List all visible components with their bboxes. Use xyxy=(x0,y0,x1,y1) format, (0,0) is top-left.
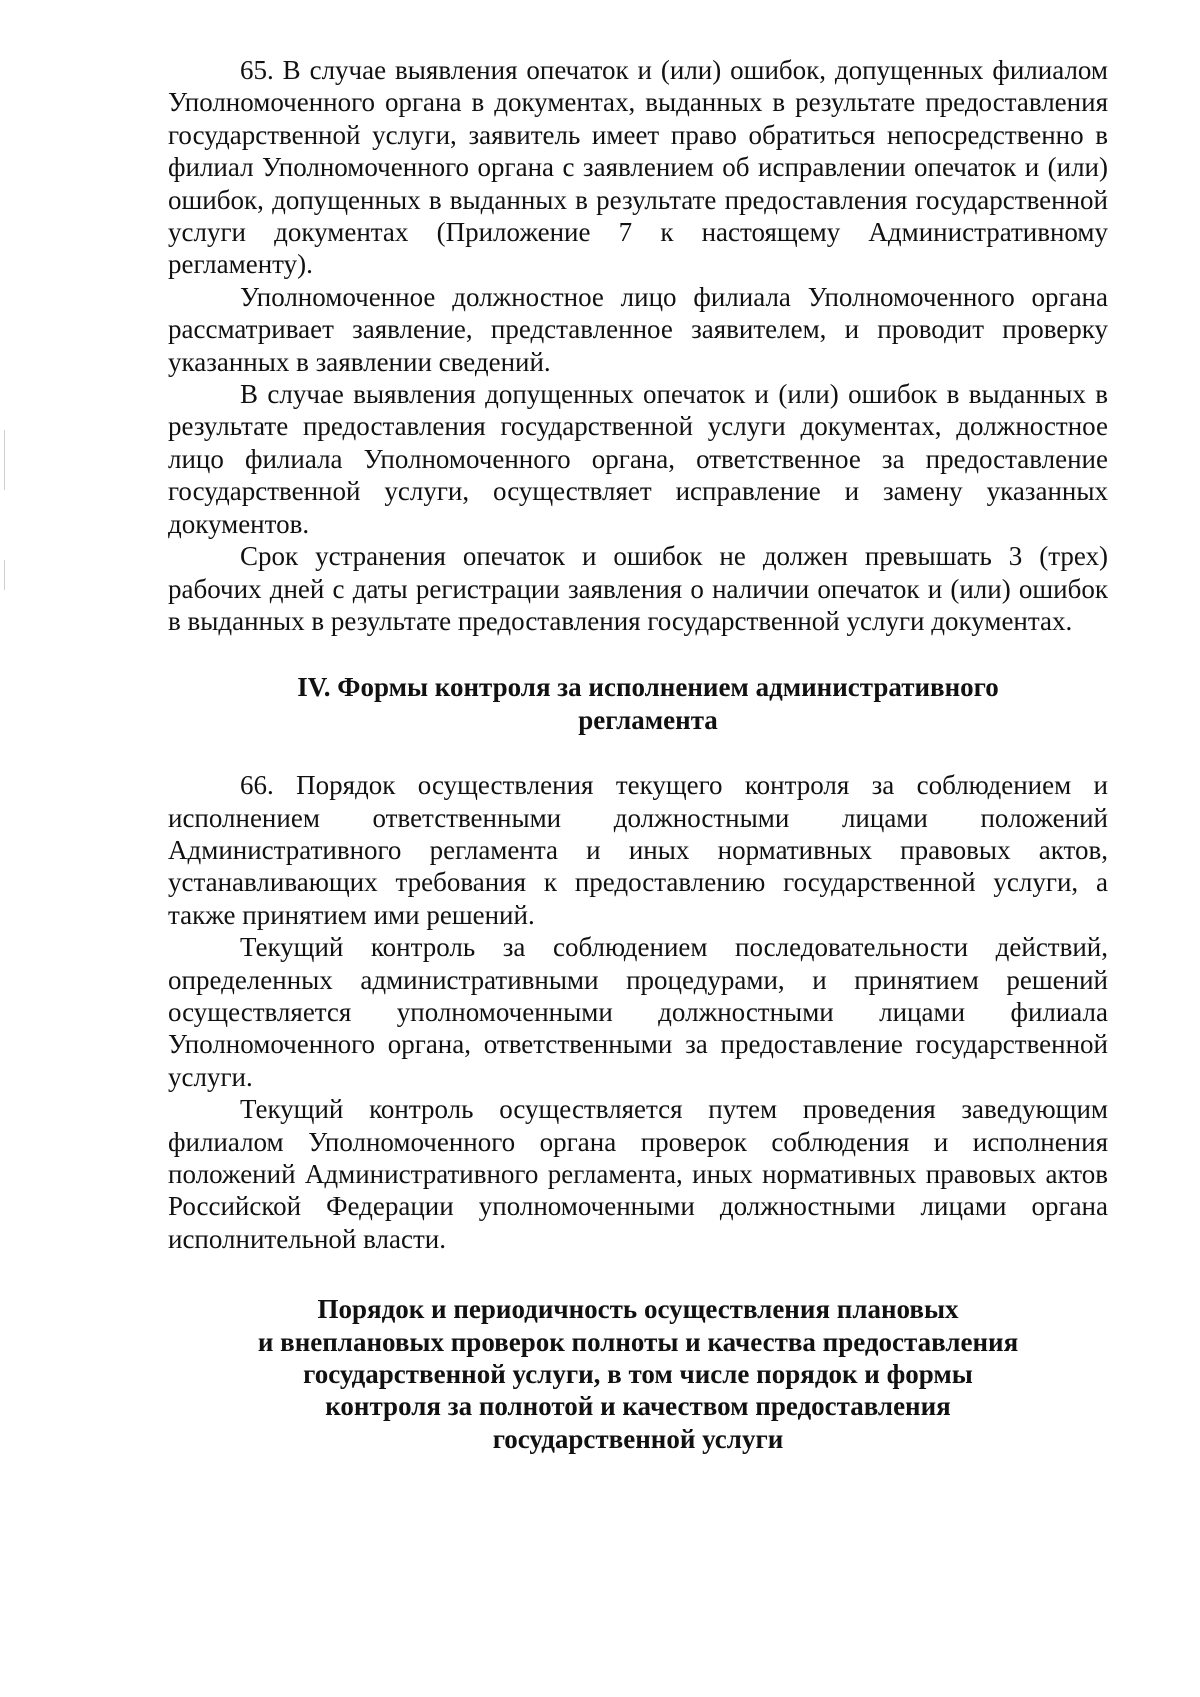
section-4-heading-line: IV. Формы контроля за исполнением административного xyxy=(297,672,999,703)
section-4-heading xyxy=(228,671,1068,736)
scan-edge-mark xyxy=(4,560,5,590)
section-4-heading-line: регламента xyxy=(578,704,718,735)
subheading-line: государственной услуги, в том числе порядок и формы xyxy=(303,1359,973,1390)
subheading-line: государственной услуги xyxy=(492,1423,784,1454)
paragraph-65: 65. В случае выявления опечаток и (или) ошибок, допущенных филиалом Уполномоченного органа в документах, выданных в результате предоставления государственной услуги, заявитель имеет право обратиться непосредственно в филиал Уполномоченного органа с заявлением об исправлении опечаток и (или) ошибок, допущенных в выданных в результате предоставления государственной услуги документах (Приложение 7 к настоящему Административному регламенту). xyxy=(168,55,1108,280)
scan-edge-mark xyxy=(4,430,5,490)
inspection-subheading xyxy=(168,1293,1108,1455)
subheading-line: Порядок и периодичность осуществления плановых xyxy=(317,1294,959,1325)
subheading-line: контроля за полнотой и качеством предоставления xyxy=(325,1391,951,1422)
document-body xyxy=(168,54,1108,1455)
subheading-line: и внеплановых проверок полноты и качества предоставления xyxy=(257,1326,1019,1357)
paragraph-control-method: Текущий контроль осуществляется путем проведения заведующим филиалом Уполномоченного органа проверок соблюдения и исполнения положений Административного регламента, иных нормативных правовых актов Российской Федерации уполномоченными должностными лицами органа исполнительной власти. xyxy=(168,1094,1108,1254)
paragraph-correction: В случае выявления допущенных опечаток и (или) ошибок в выданных в результате предоставления государственной услуги документах, должностное лицо филиала Уполномоченного органа, ответственное за предоставление государственной услуги, осуществляет исправление и замену указанных документов. xyxy=(168,379,1108,539)
paragraph-66: 66. Порядок осуществления текущего контроля за соблюдением и исполнением ответственными должностными лицами положений Административного регламента и иных нормативных правовых актов, устанавливающих требования к предоставлению государственной услуги, а также принятием ими решений. xyxy=(168,770,1108,930)
paragraph-deadline: Срок устранения опечаток и ошибок не должен превышать 3 (трех) рабочих дней с даты регистрации заявления о наличии опечаток и (или) ошибок в выданных в результате предоставления государственной услуги документах. xyxy=(168,541,1108,636)
paragraph-verification: Уполномоченное должностное лицо филиала Уполномоченного органа рассматривает заявление, представленное заявителем, и проводит проверку указанных в заявлении сведений. xyxy=(168,281,1108,377)
paragraph-current-control: Текущий контроль за соблюдением последовательности действий, определенных административными процедурами, и принятием решений осуществляется уполномоченными должностными лицами филиала Уполномоченного органа, ответственными за предоставление государственной услуги. xyxy=(168,932,1108,1092)
